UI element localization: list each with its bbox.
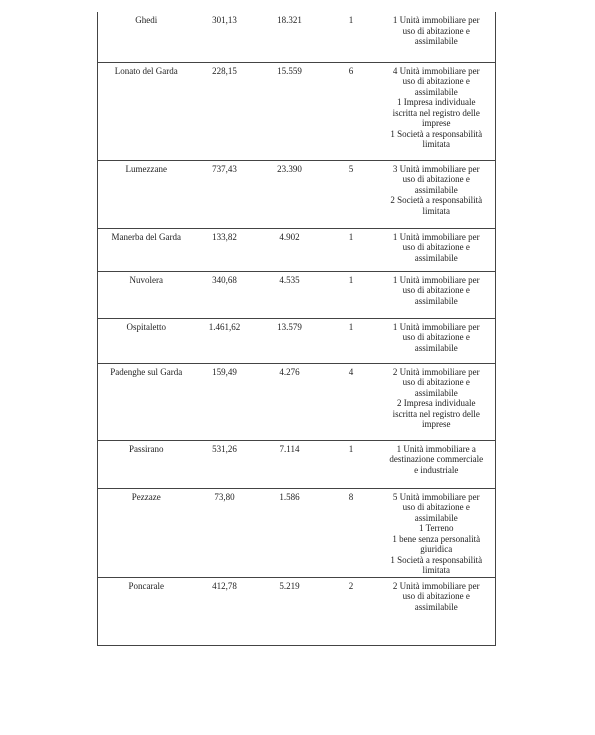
cell-superficie: 1.461,62: [195, 318, 255, 363]
descrizione-line: 1 Unità immobiliare per: [392, 15, 480, 25]
cell-popolazione: 13.579: [255, 318, 325, 363]
descrizione-line: e industriale: [414, 464, 459, 475]
cell-superficie: 412,78: [195, 577, 255, 645]
cell-comune: Nuvolera: [98, 271, 195, 318]
descrizione-line: uso di abitazione e: [402, 76, 470, 86]
descrizione-line: imprese: [422, 419, 451, 429]
descrizione-line: assimilabile: [414, 295, 458, 306]
cell-superficie: 301,13: [195, 12, 255, 62]
descrizione-line: 2 Unità immobiliare per: [392, 580, 480, 591]
cell-comune: Manerba del Garda: [98, 228, 195, 271]
cell-descrizione: [378, 228, 496, 271]
cell-descrizione: [378, 160, 496, 228]
cell-comune: Padenghe sul Garda: [98, 363, 195, 440]
cell-numero: 6: [325, 62, 378, 160]
cell-comune: Passirano: [98, 440, 195, 488]
descrizione-line: assimilabile: [414, 86, 458, 97]
table-row: [98, 228, 496, 271]
cell-superficie: 73,80: [195, 488, 255, 577]
cell-comune: Ghedi: [98, 12, 195, 62]
cell-superficie: 228,15: [195, 62, 255, 160]
descrizione-line: 1 bene senza personalità: [392, 533, 481, 544]
descrizione-line: assimilabile: [414, 601, 458, 612]
descrizione-line: 1 Unità immobiliare per: [392, 231, 480, 242]
cell-descrizione: [378, 577, 496, 645]
cell-popolazione: 15.559: [255, 62, 325, 160]
descrizione-line: assimilabile: [414, 184, 458, 195]
cell-numero: 5: [325, 160, 378, 228]
table-row: [98, 488, 496, 577]
descrizione-line: assimilabile: [414, 342, 458, 353]
cell-popolazione: 4.902: [255, 228, 325, 271]
cell-numero: 1: [325, 12, 378, 62]
descrizione-line: imprese: [422, 118, 451, 128]
cell-descrizione: [378, 271, 496, 318]
descrizione-line: 3 Unità immobiliare per: [392, 163, 480, 174]
cell-popolazione: 4.535: [255, 271, 325, 318]
cell-superficie: 340,68: [195, 271, 255, 318]
descrizione-line: limitata: [422, 205, 450, 216]
cell-comune: Lonato del Garda: [98, 62, 195, 160]
table-row: [98, 271, 496, 318]
descrizione-line: destinazione commerciale: [389, 454, 484, 464]
cell-numero: 1: [325, 271, 378, 318]
cell-superficie: 531,26: [195, 440, 255, 488]
cell-popolazione: 4.276: [255, 363, 325, 440]
descrizione-line: 1 Società a responsabilità: [390, 554, 483, 565]
cell-popolazione: 23.390: [255, 160, 325, 228]
descrizione-line: 1 Società a responsabilità: [390, 128, 483, 139]
cell-popolazione: 18.321: [255, 12, 325, 62]
descrizione-line: assimilabile: [414, 252, 458, 263]
descrizione-line: uso di abitazione e: [402, 25, 470, 36]
descrizione-line: 1 Impresa individuale: [397, 97, 476, 107]
descrizione-line: uso di abitazione e: [402, 285, 470, 295]
descrizione-line: limitata: [422, 565, 450, 575]
cell-popolazione: 1.586: [255, 488, 325, 577]
descrizione-line: assimilabile: [414, 36, 458, 46]
descrizione-line: 4 Unità immobiliare per: [392, 65, 480, 76]
descrizione-line: 2 Società a responsabilità: [390, 195, 483, 205]
cell-numero: 4: [325, 363, 378, 440]
descrizione-line: 1 Unità immobiliare a: [396, 443, 476, 454]
descrizione-line: assimilabile: [414, 387, 458, 398]
cell-superficie: 133,82: [195, 228, 255, 271]
cell-comune: Lumezzane: [98, 160, 195, 228]
descrizione-line: giuridica: [420, 544, 453, 554]
descrizione-line: 5 Unità immobiliare per: [392, 491, 480, 502]
descrizione-line: limitata: [422, 139, 450, 149]
cell-superficie: 159,49: [195, 363, 255, 440]
cell-descrizione: [378, 318, 496, 363]
table-row: [98, 363, 496, 440]
cell-popolazione: 7.114: [255, 440, 325, 488]
municipalities-table: [97, 12, 496, 646]
cell-numero: 8: [325, 488, 378, 577]
descrizione-line: uso di abitazione e: [402, 332, 470, 342]
table-row: [98, 62, 496, 160]
cell-descrizione: [378, 488, 496, 577]
descrizione-line: 1 Unità immobiliare per: [392, 321, 480, 332]
descrizione-line: uso di abitazione e: [402, 591, 470, 601]
table-row: [98, 577, 496, 645]
cell-comune: Pezzaze: [98, 488, 195, 577]
descrizione-line: uso di abitazione e: [402, 242, 470, 252]
descrizione-line: iscritta nel registro delle: [392, 107, 480, 118]
cell-popolazione: 5.219: [255, 577, 325, 645]
descrizione-line: 1 Terreno: [419, 523, 454, 533]
cell-descrizione: [378, 363, 496, 440]
table-row: [98, 160, 496, 228]
table-row: [98, 318, 496, 363]
table-row: [98, 12, 496, 62]
cell-descrizione: [378, 62, 496, 160]
descrizione-line: iscritta nel registro delle: [392, 408, 480, 419]
cell-numero: 1: [325, 440, 378, 488]
cell-numero: 1: [325, 318, 378, 363]
descrizione-line: uso di abitazione e: [402, 174, 470, 184]
cell-numero: 1: [325, 228, 378, 271]
cell-superficie: 737,43: [195, 160, 255, 228]
descrizione-line: 2 Unità immobiliare per: [392, 366, 480, 377]
descrizione-line: assimilabile: [414, 512, 458, 523]
cell-descrizione: [378, 12, 496, 62]
descrizione-line: 1 Unità immobiliare per: [392, 274, 480, 285]
table-row: [98, 440, 496, 488]
descrizione-line: 2 Impresa individuale: [397, 398, 476, 408]
descrizione-line: uso di abitazione e: [402, 377, 470, 387]
cell-comune: Poncarale: [98, 577, 195, 645]
cell-descrizione: [378, 440, 496, 488]
cell-comune: Ospitaletto: [98, 318, 195, 363]
cell-numero: 2: [325, 577, 378, 645]
descrizione-line: uso di abitazione e: [402, 502, 470, 512]
